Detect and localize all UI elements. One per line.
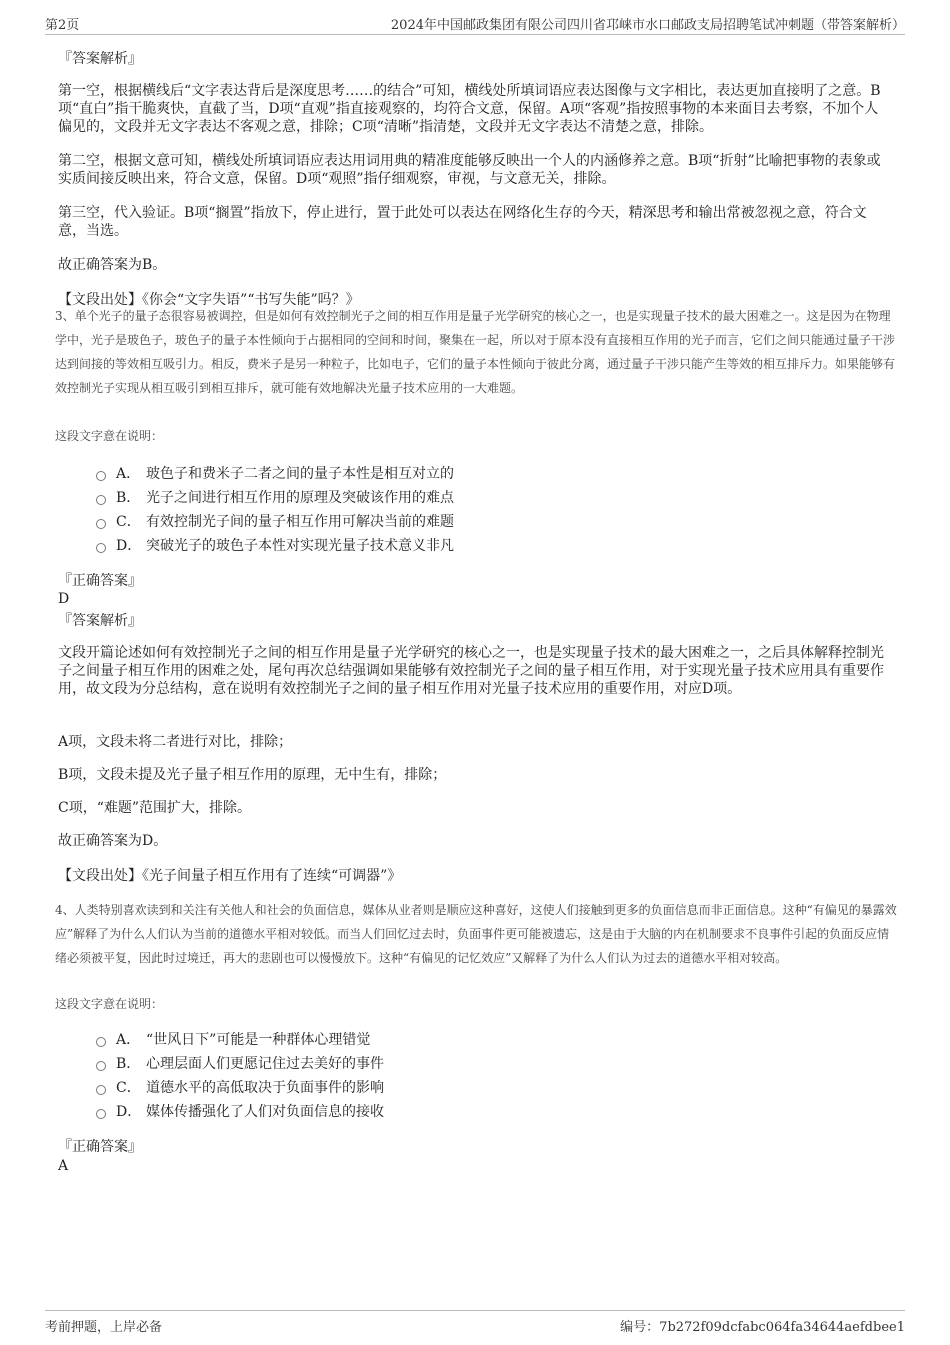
- q4-prompt: 这段文字意在说明：: [55, 997, 164, 1011]
- q2-source-label: 【文段出处】: [58, 292, 142, 308]
- q4-option-c[interactable]: C． 道德水平的高低取决于负面事件的影响: [96, 1076, 796, 1100]
- q4-option-a[interactable]: A． “世风日下”可能是一种群体心理错觉: [96, 1028, 796, 1052]
- q2-analysis-para-3: 第三空，代入验证。B项“搁置”指放下，停止进行，置于此处可以表达在网络化生存的今天，精深思考和输出常被忽视之意，符合文意，当选。: [58, 205, 867, 239]
- radio-icon[interactable]: [96, 1085, 106, 1095]
- q3-analysis-label: 『答案解析』: [58, 613, 142, 629]
- q2-conclusion: 故正确答案为B。: [58, 257, 167, 273]
- page-footer: [45, 1310, 905, 1336]
- q3-analysis-para-2: A项，文段未将二者进行对比，排除；: [58, 734, 293, 750]
- q2-analysis-para-2: 第二空，根据文意可知，横线处所填词语应表达用词用典的精准度能够反映出一个人的内涵修养之意。B项“折射”比喻把事物的表象或实质间接反映出来，符合文意，保留。D项“观照”指仔细观察，审视，与文意无关，排除。: [58, 153, 881, 187]
- q3-option-d[interactable]: D． 突破光子的玻色子本性对实现光量子技术意义非凡: [96, 534, 796, 558]
- q4-options: [96, 1028, 796, 1124]
- q4-answer-label: 『正确答案』: [58, 1139, 142, 1155]
- footer-slogan: 考前押题，上岸必备: [45, 1320, 163, 1335]
- q3-answer-label: 『正确答案』: [58, 573, 142, 589]
- q4-stem: 4、人类特别喜欢读到和关注有关他人和社会的负面信息，媒体从业者则是顺应这种喜好，这使人们接触到更多的负面信息而非正面信息。这种“有偏见的暴露效应”解释了为什么人们认为当前的道德水平相对较低。而当人们回忆过去时，负面事件更可能被遗忘，这是由于大脑的内在机制要求不良事件引起的负面反应情绪必须被平复，因此时过境迁，再大的悲剧也可以慢慢放下。这种“有偏见的记忆效应”又解释了为什么人们认为过去的道德水平相对较高。: [55, 903, 897, 965]
- footer-code: [620, 1316, 905, 1335]
- q3-options: [96, 462, 796, 558]
- q4-option-b[interactable]: B． 心理层面人们更愿记住过去美好的事件: [96, 1052, 796, 1076]
- radio-icon[interactable]: [96, 1109, 106, 1119]
- q2-analysis-label: 『答案解析』: [58, 51, 142, 67]
- radio-icon[interactable]: [96, 1037, 106, 1047]
- q3-analysis-para-3: B项，文段未提及光子量子相互作用的原理，无中生有，排除；: [58, 767, 447, 783]
- q4-option-d[interactable]: D． 媒体传播强化了人们对负面信息的接收: [96, 1100, 796, 1124]
- footer-code-value: 7b272f09dcfabc064fa34644aefdbee1: [659, 1320, 905, 1335]
- radio-icon[interactable]: [96, 543, 106, 553]
- q3-source-label: 【文段出处】: [58, 868, 142, 884]
- q3-answer: D: [58, 591, 70, 607]
- footer-code-label: 编号：: [620, 1320, 660, 1335]
- q3-stem: 3、单个光子的量子态很容易被调控，但是如何有效控制光子之间的相互作用是量子光学研究的核心之一，也是实现量子技术的最大困难之一。这是因为在物理学中，光子是玻色子，玻色子的量子本性倾向于占据相同的空间和时间，聚集在一起，所以对于原本没有直接相互作用的光子而言，它们之间只能通过量子干涉达到间接的等效相互吸引力。相反，费米子是另一种粒子，比如电子，它们的量子本性倾向于彼此分离，通过量子干涉只能产生等效的相互排斥力。如果能够有效控制光子实现从相互吸引到相互排斥，就可能有效地解决光量子技术应用的一大难题。: [55, 309, 896, 395]
- page-number: 第2页: [45, 18, 80, 33]
- page-header: [45, 12, 905, 35]
- q2-analysis-para-1: 第一空，根据横线后“文字表达背后是深度思考……的结合”可知，横线处所填词语应表达图像与文字相比，表达更加直接明了之意。B项“直白”指干脆爽快，直截了当，D项“直观”指直接观察的，均符合文意，保留。A项“客观”指按照事物的本来面目去考察，不加个人偏见的，文段并无文字表达不客观之意，排除；C项“清晰”指清楚，文段并无文字表达不清楚之意，排除。: [58, 83, 881, 135]
- q3-source: [58, 865, 888, 885]
- radio-icon[interactable]: [96, 519, 106, 529]
- q3-prompt: 这段文字意在说明：: [55, 429, 164, 443]
- radio-icon[interactable]: [96, 1061, 106, 1071]
- q3-analysis-para-1: 文段开篇论述如何有效控制光子之间的相互作用是量子光学研究的核心之一，也是实现量子技术的最大困难之一，之后具体解释控制光子之间量子相互作用的困难之处，尾句再次总结强调如果能够有效控制光子之间的量子相互作用，对于实现光量子技术应用具有重要作用，故文段为分总结构，意在说明有效控制光子之间的量子相互作用对光量子技术应用的重要作用，对应D项。: [58, 645, 884, 697]
- q3-conclusion: 故正确答案为D。: [58, 833, 168, 849]
- q2-source-text: 《你会“文字失语”“书写失能”吗？》: [142, 292, 360, 308]
- q4-answer: A: [58, 1158, 69, 1174]
- q3-option-a[interactable]: A． 玻色子和费米子二者之间的量子本性是相互对立的: [96, 462, 796, 486]
- radio-icon[interactable]: [96, 471, 106, 481]
- q3-source-text: 《光子间量子相互作用有了连续“可调器”》: [142, 868, 402, 884]
- q3-option-c[interactable]: C． 有效控制光子间的量子相互作用可解决当前的难题: [96, 510, 796, 534]
- q3-analysis-para-4: C项，“难题”范围扩大，排除。: [58, 800, 252, 816]
- q3-option-b[interactable]: B． 光子之间进行相互作用的原理及突破该作用的难点: [96, 486, 796, 510]
- radio-icon[interactable]: [96, 495, 106, 505]
- document-title: 2024年中国邮政集团有限公司四川省邛崃市水口邮政支局招聘笔试冲刺题（带答案解析）: [390, 18, 905, 33]
